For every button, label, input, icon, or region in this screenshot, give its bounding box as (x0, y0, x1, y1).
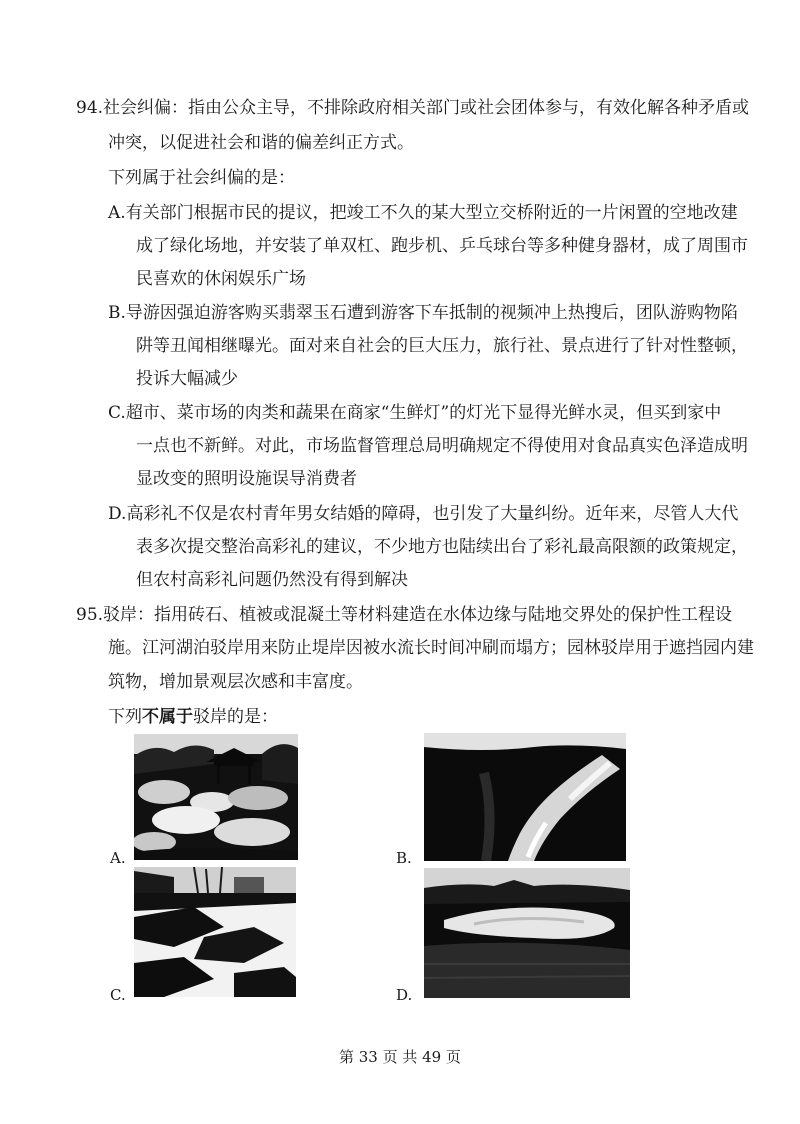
q95-photo-c-image (134, 867, 296, 997)
q95-definition-line3: 筑物，增加景观层次感和丰富度。 (108, 672, 363, 692)
q95-photo-c (134, 867, 296, 997)
q94-option-d-label: D. (108, 504, 127, 524)
q94-option-c-label: C. (108, 403, 126, 423)
q95-option-a-label: A. (110, 849, 126, 867)
q95-option-d-label: D. (396, 986, 413, 1004)
q95-option-b-label: B. (396, 849, 412, 867)
q95-prompt: 下列不属于驳岸的是： (108, 707, 278, 727)
q94-option-b-line2: 阱等丑闻相继曝光。面对来自社会的巨大压力，旅行社、景点进行了针对性整顿， (136, 336, 748, 356)
q95-definition-line2: 施。江河湖泊驳岸用来防止堤岸因被水流长时间冲刷而塌方；园林驳岸用于遮挡园内建 (108, 638, 754, 658)
q94-option-b-line1: B.导游因强迫游客购买翡翠玉石遭到游客下车抵制的视频冲上热搜后，团队游购物陷 (108, 303, 738, 323)
q94-definition-line1: 94.社会纠偏：指由公众主导，不排除政府相关部门或社会团体参与，有效化解各种矛盾或 (76, 98, 750, 118)
q94-option-d-line1: D.高彩礼不仅是农村青年男女结婚的障碍，也引发了大量纠纷。近年来，尽管人大代 (108, 504, 739, 524)
q94-option-d-line2: 表多次提交整治高彩礼的建议，不少地方也陆续出台了彩礼最高限额的政策规定， (136, 537, 748, 557)
q94-number: 94. (76, 98, 104, 118)
q95-definition-line1: 95.驳岸：指用砖石、植被或混凝土等材料建造在水体边缘与陆地交界处的保护性工程设 (76, 605, 733, 625)
q94-option-c-line3: 显改变的照明设施误导消费者 (136, 469, 357, 489)
q94-prompt: 下列属于社会纠偏的是： (108, 168, 295, 188)
q95-photo-b (424, 733, 626, 861)
q94-option-b-line3: 投诉大幅减少 (136, 369, 238, 389)
q95-photo-a-image (134, 734, 298, 860)
q95-number: 95. (76, 605, 104, 625)
q94-option-c-line1: C.超市、菜市场的肉类和蔬果在商家“生鲜灯”的灯光下显得光鲜水灵，但买到家中 (108, 403, 722, 423)
q94-option-a-line1: A.有关部门根据市民的提议，把竣工不久的某大型立交桥附近的一片闲置的空地改建 (108, 203, 738, 223)
q94-option-d-line3: 但农村高彩礼问题仍然没有得到解决 (136, 570, 408, 590)
q94-option-a-line2: 成了绿化场地，并安装了单双杠、跑步机、乒乓球台等多种健身器材，成了周围市 (136, 236, 748, 256)
q94-option-a-label: A. (108, 203, 126, 223)
q94-definition-line2: 冲突，以促进社会和谐的偏差纠正方式。 (108, 133, 414, 153)
q94-option-b-label: B. (108, 303, 126, 323)
q95-photo-d (424, 868, 630, 998)
q95-photo-b-image (424, 733, 626, 861)
q94-option-a-line3: 民喜欢的休闲娱乐广场 (136, 269, 306, 289)
q94-option-c-line2: 一点也不新鲜。对此，市场监督管理总局明确规定不得使用对食品真实色泽造成明 (136, 436, 748, 456)
q95-prompt-emphasis: 不属于 (142, 707, 193, 727)
q95-option-c-label: C. (110, 986, 126, 1004)
q95-photo-d-image (424, 868, 630, 998)
q95-photo-a (134, 734, 298, 860)
page-footer: 第 33 页 共 49 页 (338, 1048, 461, 1066)
